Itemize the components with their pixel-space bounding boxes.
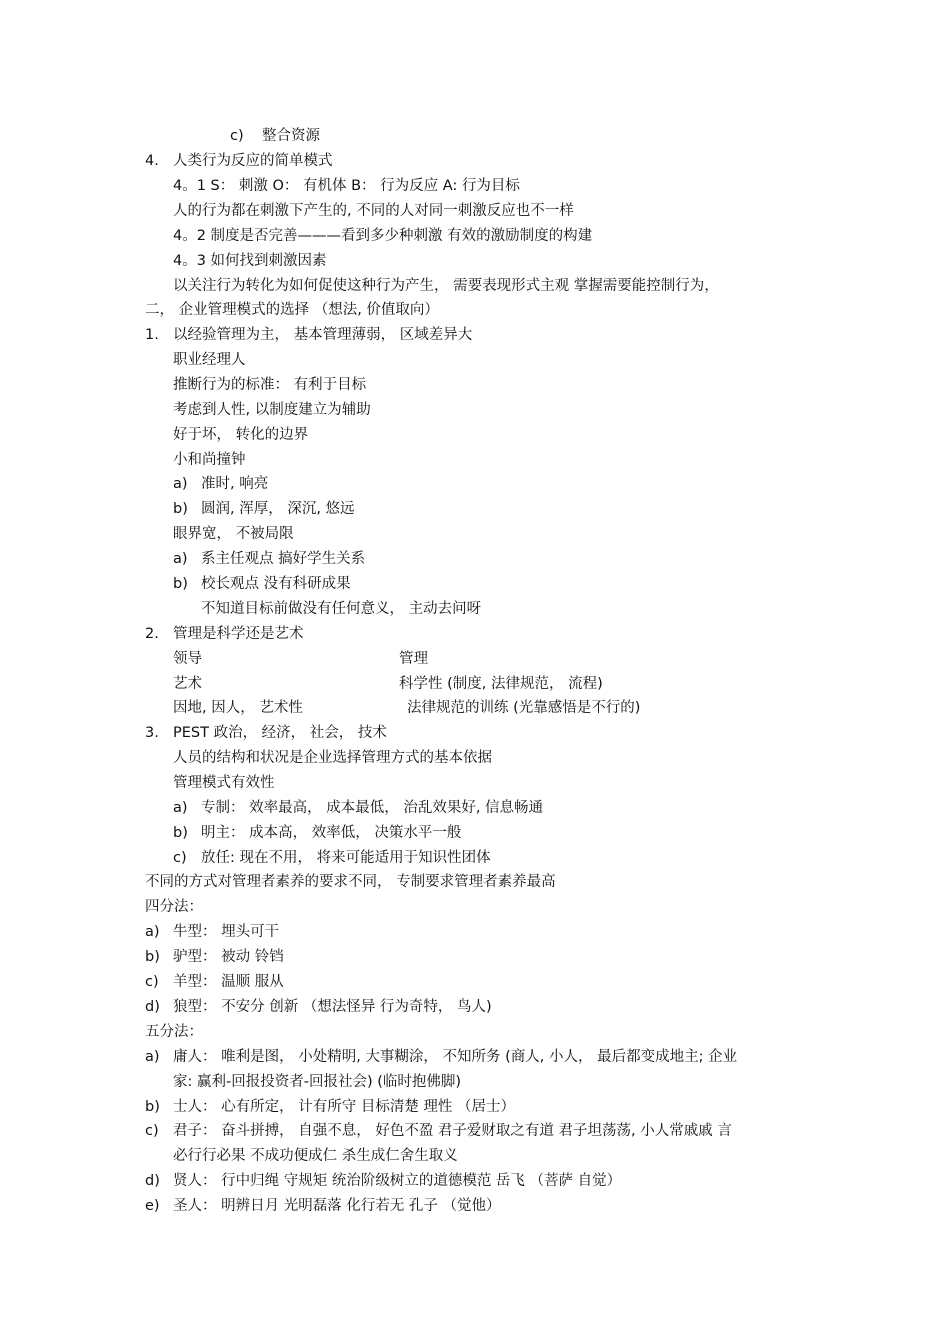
text-line: 推断行为的标准： 有利于目标 — [173, 377, 367, 393]
text-line: 小和尚撞钟 — [173, 452, 246, 468]
text-line: 4。3 如何找到刺激因素 — [173, 253, 327, 269]
text-line: 五分法： — [145, 1024, 203, 1040]
text-line: 眼界宽， 不被局限 — [173, 526, 294, 542]
text-line: 人的行为都在刺激下产生的, 不同的人对同一刺激反应也不一样 — [173, 203, 574, 219]
text-line: 以关注行为转化为如何促使这种行为产生， 需要表现形式主观 掌握需要能控制行为， — [173, 278, 719, 294]
text-line: 4。2 制度是否完善———看到多少种刺激 有效的激励制度的构建 — [173, 228, 593, 244]
text-line: 家: 赢利-回报投资者-回报社会) (临时抱佛脚) — [173, 1074, 462, 1090]
text-line: 考虑到人性, 以制度建立为辅助 — [173, 402, 371, 418]
text-line: 4。1 S： 刺激 O： 有机体 B： 行为反应 A: 行为目标 — [173, 178, 520, 194]
text-line: 不同的方式对管理者素养的要求不同， 专制要求管理者素养最高 — [145, 874, 556, 890]
text-line: 管理模式有效性 — [173, 775, 275, 791]
text-line: 好于坏， 转化的边界 — [173, 427, 309, 443]
document-page: c) 整合资源 4. 人类行为反应的简单模式 4。1 S： 刺激 O： 有机体 B： 行为反应 A: 行为目标 人的行为都在刺激下产生的, 不同的人对同一刺激反应也不一样 4。2 制度是否完善———看到多少种刺激 有效的激励制度的构建 4。3 如何找到刺激因素 以关注行为转化为如何促使这种行为产生， 需要表现形式主观 掌握需要能控制行为， 二， 企业管理模式的选择 （想法, 价值取向） 1. 以经验管理为主， 基本管理薄弱， 区域差异大 职业经理人 推断行为的标准： 有利于目标 考虑到人性, 以制度建立为辅助 好于坏， 转化的边界 小和尚撞钟 a) 准时, 响亮 b) 圆润, 浑厚， 深沉, 悠远 眼界宽， 不被局限 a) 系主任观点 搞好学生关系 b) 校长观点 没有科研成果 不知道目标前做没有任何意义， 主动去问呀 2. 管理是科学还是艺术 领导 管理 艺术 科学性 (制度, 法律规范， 流程) 因地, 因人， 艺术性 法律规范的训练 (光靠感悟是不行的) 3. PEST 政治， 经济， 社会， 技术 人员的结构和状况是企业选择管理方式的基本依据 管理模式有效性 a) 专制： 效率最高， 成本最低， 治乱效果好, 信息畅通 b) 明主： 成本高， 效率低， 决策水平一般 c) 放任: 现在不用， 将来可能适用于知识性团体 不同的方式对管理者素养的要求不同， 专制要求管理者素养最高 四分法： a) 牛型： 埋头可干 b) 驴型： 被动 铃铛 c) 羊型： 温顺 服从 d) 狼型： 不安分 创新 （想法怪异 行为奇特， 鸟人) 五分法： a) 庸人： 唯利是图， 小处精明, 大事糊涂， 不知所务 (商人, 小人， 最后都变成地主; 企业 家: 赢利-回报投资者-回报社会) (临时抱佛脚) b) 士人： 心有所定， 计有所守 目标清楚 理性 （居士） c) 君子： 奋斗拼搏， 自强不息， 好色不盈 君子爱财取之有道 君子坦荡荡, 小人常戚戚 言 必行行必果 不成功便成仁 杀生成仁舍生取义 d) 贤人： 行中归绳 守规矩 统治阶级树立的道德模范 岳飞 （菩萨 自觉） e) 圣人： 明辨日月 光明磊落 化行若无 孔子 （觉他） — [145, 128, 738, 1214]
text-line: 职业经理人 — [173, 352, 246, 368]
text-line: 人员的结构和状况是企业选择管理方式的基本依据 — [173, 750, 492, 766]
text-line: 必行行必果 不成功便成仁 杀生成仁舍生取义 — [173, 1148, 458, 1164]
text-line: 不知道目标前做没有任何意义， 主动去问呀 — [201, 601, 482, 617]
text-line: 四分法： — [145, 899, 203, 915]
section-heading: 二， 企业管理模式的选择 （想法, 价值取向） — [145, 302, 439, 318]
